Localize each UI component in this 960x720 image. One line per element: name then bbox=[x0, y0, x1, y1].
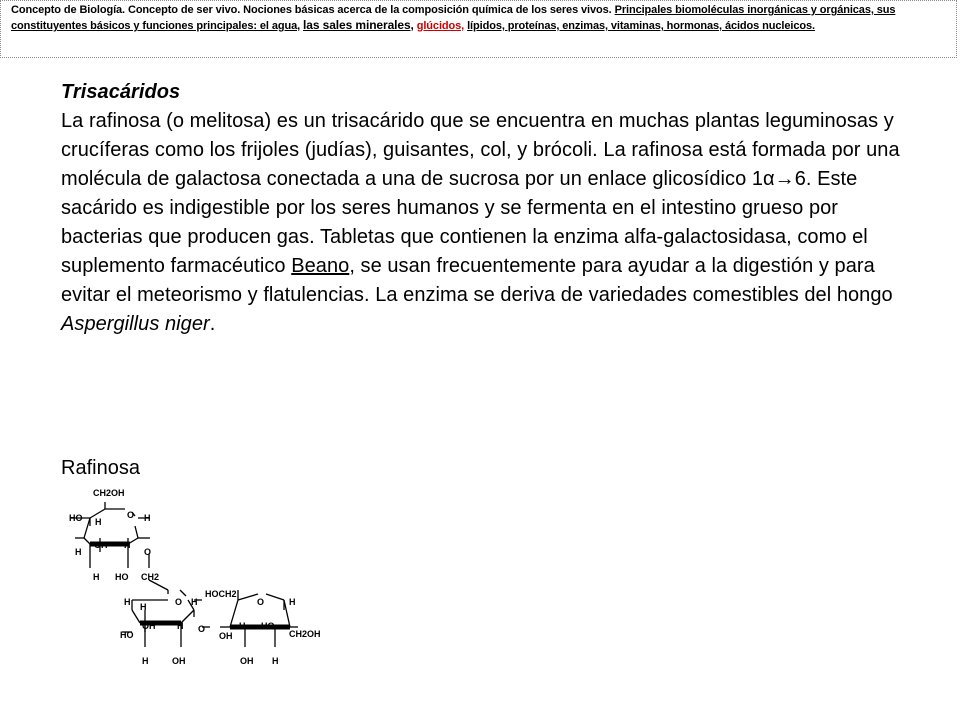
section-title: Trisacáridos bbox=[61, 81, 181, 103]
header-intro: Concepto de Biología. Concepto de ser vivo. Nociones básicas acerca de la composición química de los seres vivos. bbox=[11, 4, 612, 16]
label-h-3: H bbox=[124, 540, 131, 550]
label-hoch2: HOCH2 bbox=[205, 589, 237, 599]
label-h-8: H bbox=[191, 597, 198, 607]
figure-caption: Rafinosa bbox=[61, 457, 140, 479]
label-ho-1: HO bbox=[69, 513, 83, 523]
paragraph-text-b: , se usan frecuentemente para ayudar a la digestión y para evitar el meteorismo y flatulencias. La enzima se deriva de variedades comestibles del hongo bbox=[61, 255, 893, 306]
label-o-ring-1: O bbox=[127, 510, 135, 520]
label-h-4: H bbox=[75, 547, 82, 557]
label-h-6: H bbox=[124, 597, 131, 607]
label-ho-2: HO bbox=[115, 572, 129, 582]
raffinose-structure-diagram bbox=[60, 482, 350, 672]
label-oh-4: OH bbox=[219, 631, 233, 641]
label-oh-1: OH bbox=[94, 540, 108, 550]
label-o-ring-2: O bbox=[175, 597, 183, 607]
label-ch2: CH2 bbox=[141, 572, 160, 582]
label-h-11: H bbox=[289, 597, 296, 607]
label-o-link-1: O bbox=[144, 547, 152, 557]
beano-link[interactable]: Beano bbox=[291, 255, 350, 277]
link-lipidos-proteinas[interactable]: lípidos, proteínas, enzimas, vitaminas, hormonas, ácidos nucleicos. bbox=[467, 20, 815, 32]
label-ho-4: HO bbox=[261, 621, 275, 631]
label-oh-2: OH bbox=[142, 621, 156, 631]
label-ho-3: HO bbox=[120, 630, 134, 640]
label-o-ring-3: O bbox=[257, 597, 265, 607]
label-ch2oh-right: CH2OH bbox=[289, 629, 321, 639]
label-h-12: H bbox=[239, 621, 246, 631]
label-ch2oh-top: CH2OH bbox=[93, 488, 125, 498]
article-content bbox=[61, 78, 921, 339]
label-oh-3: OH bbox=[172, 656, 186, 666]
label-h-13: H bbox=[272, 656, 279, 666]
species-name: Aspergillus niger bbox=[61, 313, 210, 335]
label-o-link-2: O bbox=[198, 624, 206, 634]
label-h-9: H bbox=[177, 621, 184, 631]
breadcrumb-header bbox=[0, 0, 957, 58]
label-oh-5: OH bbox=[240, 656, 254, 666]
label-h-2: H bbox=[144, 513, 151, 523]
paragraph-end: . bbox=[209, 313, 216, 335]
article-paragraph bbox=[61, 107, 921, 339]
paragraph-text-a: La rafinosa (o melitosa) es un trisacárido que se encuentra en muchas plantas leguminosas y crucíferas como los frijoles (judías), guisantes, col, y brócoli. La rafinosa está formada por una molécula de galactosa conectada a una de sucrosa por un enlace glicosídico 1α→6. Este sacárido es indigestible por los seres humanos y se fermenta en el intestino grueso por bacterias que producen gas. Tabletas que contienen la enzima alfa-galactosidasa, como el suplemento farmacéutico bbox=[61, 110, 900, 277]
label-h-5: H bbox=[93, 572, 100, 582]
link-sales-minerales[interactable]: las sales minerales, bbox=[303, 18, 414, 32]
label-h-7: H bbox=[140, 602, 147, 612]
label-h-1: H bbox=[95, 517, 102, 527]
link-glucidos[interactable]: glúcidos, bbox=[416, 20, 465, 32]
label-h-10: H bbox=[142, 656, 149, 666]
link-biomoleculas-agua[interactable]: Principales biomoléculas inorgánicas y orgánicas, sus constituyentes básicos y funciones principales: el agua, bbox=[11, 4, 896, 32]
